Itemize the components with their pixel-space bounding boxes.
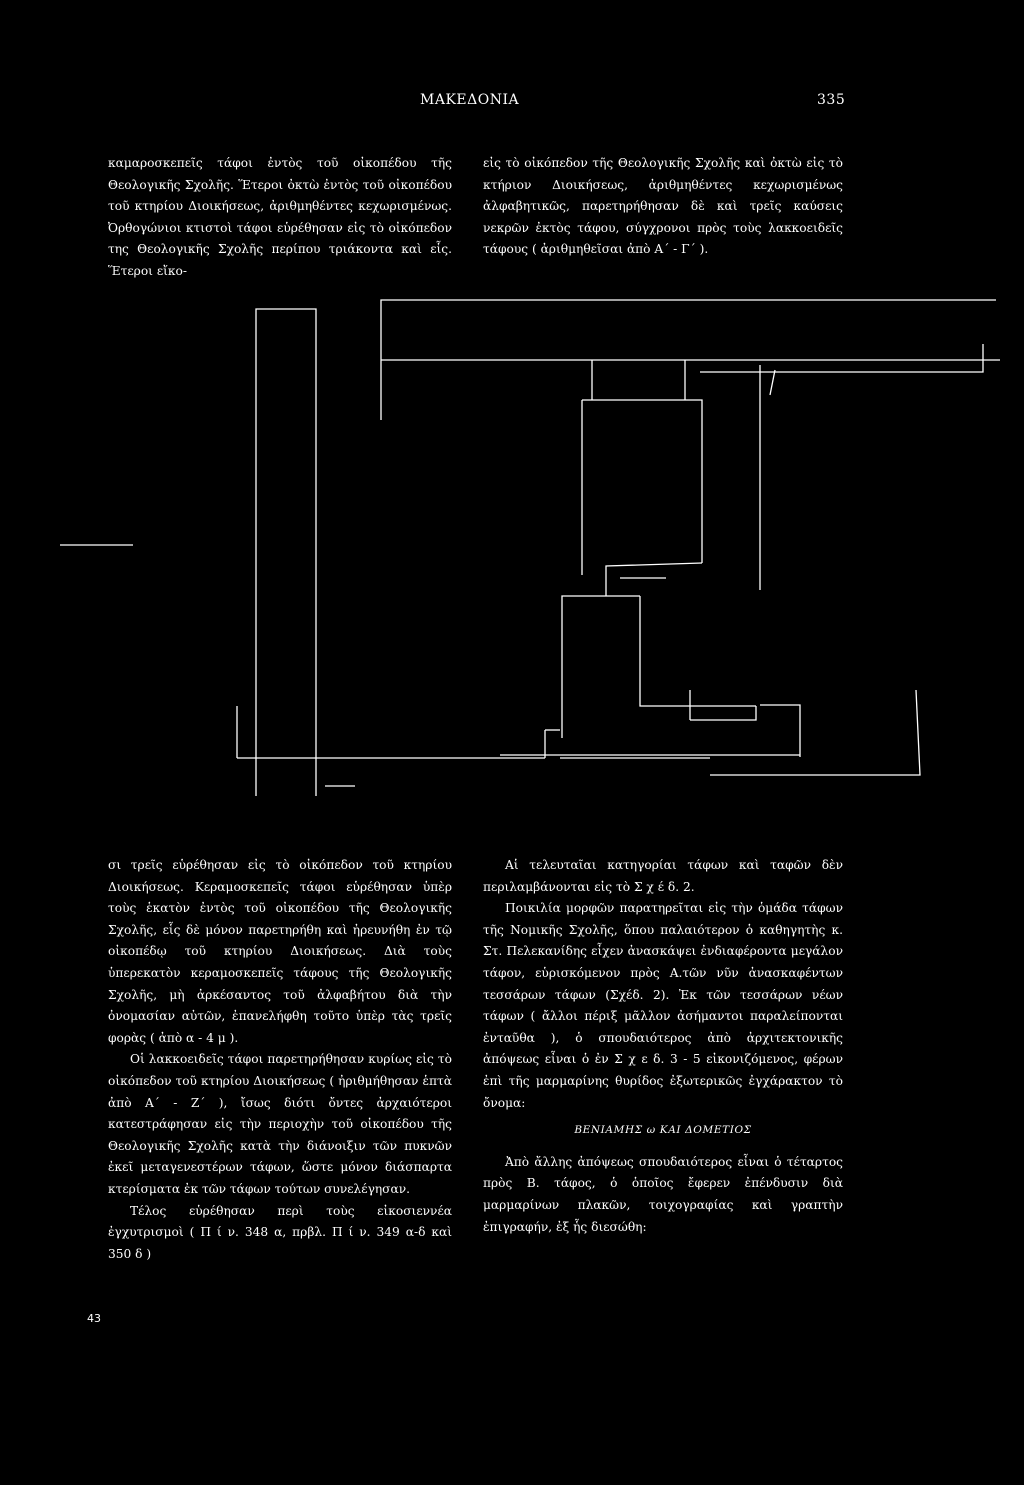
plan-wall (640, 596, 756, 706)
paragraph: εἰς τὸ οἰκόπεδον τῆς Θεολογικῆς Σχολῆς καὶ ὀκτὼ εἰς τὸ κτήριον Διοικήσεως, ἀριθμηθέντες κεχωρισμένως ἀλφαβητικῶς, παρετηρήθησαν δὲ καὶ τρεῖς καύσεις νεκρῶν ἐκτὸς τάφου, σύγχρονοι πρὸς τοὺς λακκοειδεῖς τάφους ( ἀριθμηθεῖσαι ἀπὸ Α΄ - Γ΄ ). (483, 156, 843, 257)
paragraph: Οἱ λακκοειδεῖς τάφοι παρετηρήθησαν κυρίως εἰς τὸ οἰκόπεδον τοῦ κτηρίου Διοικήσεως ( ἠριθμήθησαν ἑπτὰ ἀπὸ Α΄ - Ζ΄ ), ἴσως διότι ὄντες ἀρχαιότεροι κατεστράφησαν εἰς τὴν περιοχὴν τοῦ οἰκοπέδου τῆς Θεολογικῆς Σχολῆς κατὰ τὴν διάνοιξιν τῶν πυκνῶν ἐκεῖ μεταγενεστέρων τάφων, ὥστε μόνον διάσπαρτα κτερίσματα ἐκ τῶν τάφων τούτων συνελέγησαν. (108, 1052, 452, 1196)
plan-wall (700, 344, 983, 372)
text-column-bottom-right (483, 855, 843, 1238)
plan-wall (690, 706, 756, 720)
plan-wall (562, 596, 640, 738)
plan-wall (582, 400, 702, 563)
plate-number: 43 (87, 1312, 101, 1325)
paragraph: Αἱ τελευταῖαι κατηγορίαι τάφων καὶ ταφῶν δὲν περιλαμβάνονται εἰς τὸ Σ χ έ δ. 2. (483, 858, 843, 894)
paragraph: Τέλος εὑρέθησαν περὶ τοὺς εἰκοσιεννέα ἐγχυτρισμοὶ ( Π ί ν. 348 α, πρβλ. Π ί ν. 349 α-δ καὶ 350 δ ) (108, 1203, 452, 1261)
journal-title: ΜΑΚΕΔΟΝΙΑ (420, 92, 520, 108)
paragraph: καμαροσκεπεῖς τάφοι ἐντὸς τοῦ οἰκοπέδου τῆς Θεολογικῆς Σχολῆς. Ἕτεροι ὀκτὼ ἐντὸς τοῦ οἰκοπέδου τοῦ κτηρίου Διοικήσεως, ἀριθμηθέντες κεχωρισμένως. Ὀρθογώνιοι κτιστοὶ τάφοι εὑρέθησαν εἰς τὸ οἰκόπεδον της Θεολογικῆς Σχολῆς περίπου τριάκοντα καὶ εἷς. Ἕτεροι εἴκο- (108, 156, 452, 278)
page-number: 335 (817, 92, 846, 108)
text-column-bottom-left (108, 855, 452, 1265)
paragraph: Ποικιλία μορφῶν παρατηρεῖται εἰς τὴν ὁμάδα τάφων τῆς Νομικῆς Σχολῆς, ὅπου παλαιότερον ὁ καθηγητὴς κ. Στ. Πελεκανίδης εἶχεν ἀνασκάψει ἐνδιαφέροντα μεγάλον τάφον, εὑρισκόμενον πρὸς Α.τῶν νῦν ἀνασκαφέντων τεσσάρων τάφων (Σχέδ. 2). Ἐκ τῶν τεσσάρων νέων τάφων ( ἄλλοι πέριξ μᾶλλον ἀσήμαντοι παραλείπονται ἐνταῦθα ), ὁ σπουδαιότερος ἀπὸ ἀρχιτεκτονικῆς ἀπόψεως εἶναι ὁ ἐν Σ χ ε δ. 3 - 5 εἰκονιζόμενος, φέρων ἐπὶ τῆς μαρμαρίνης θυρίδος ἐξωτερικῶς ἐγχάρακτον τὸ ὄνομα: (483, 901, 843, 1110)
plan-wall (710, 690, 920, 775)
inscription-text: ΒΕΝΙΑΜΗΣ ω ΚΑΙ ΔΟΜΕΤΙΟΣ (574, 1124, 752, 1137)
paragraph: σι τρεῖς εὑρέθησαν εἰς τὸ οἰκόπεδον τοῦ κτηρίου Διοικήσεως. Κεραμοσκεπεῖς τάφοι εὑρέθησαν ὑπὲρ τοὺς ἑκατὸν ἐντὸς τοῦ οἰκοπέδου τῆς Θεολογικῆς Σχολῆς, εἷς δὲ μόνον παρετηρήθη καὶ ἠρευνήθη ἐν τῷ οἰκοπέδῳ τοῦ κτηρίου Διοικήσεως. Διὰ τοὺς ὑπερεκατὸν κεραμοσκεπεῖς τάφους τῆς Θεολογικῆς Σχολῆς, μὴ ἀρκέσαντος τοῦ ἀλφαβήτου διὰ τὴν ὀνομασίαν αὐτῶν, ἐπανελήφθη τοῦτο ὑπὲρ τὰς τρεῖς φορὰς ( ἀπὸ α - 4 μ ). (108, 858, 452, 1045)
plan-wall (256, 309, 316, 796)
plan-wall (770, 370, 775, 395)
plan-wall (760, 705, 800, 757)
paragraph: Ἀπὸ ἄλλης ἀπόψεως σπουδαιότερος εἶναι ὁ τέταρτος πρὸς Β. τάφος, ὁ ὁποῖος ἔφερεν ἐπένδυσιν διὰ μαρμαρίνων πλακῶν, τοιχογραφίας καὶ γραπτὴν ἐπιγραφήν, ἐξ ἧς διεσώθη: (483, 1154, 843, 1234)
plan-wall (606, 563, 702, 596)
